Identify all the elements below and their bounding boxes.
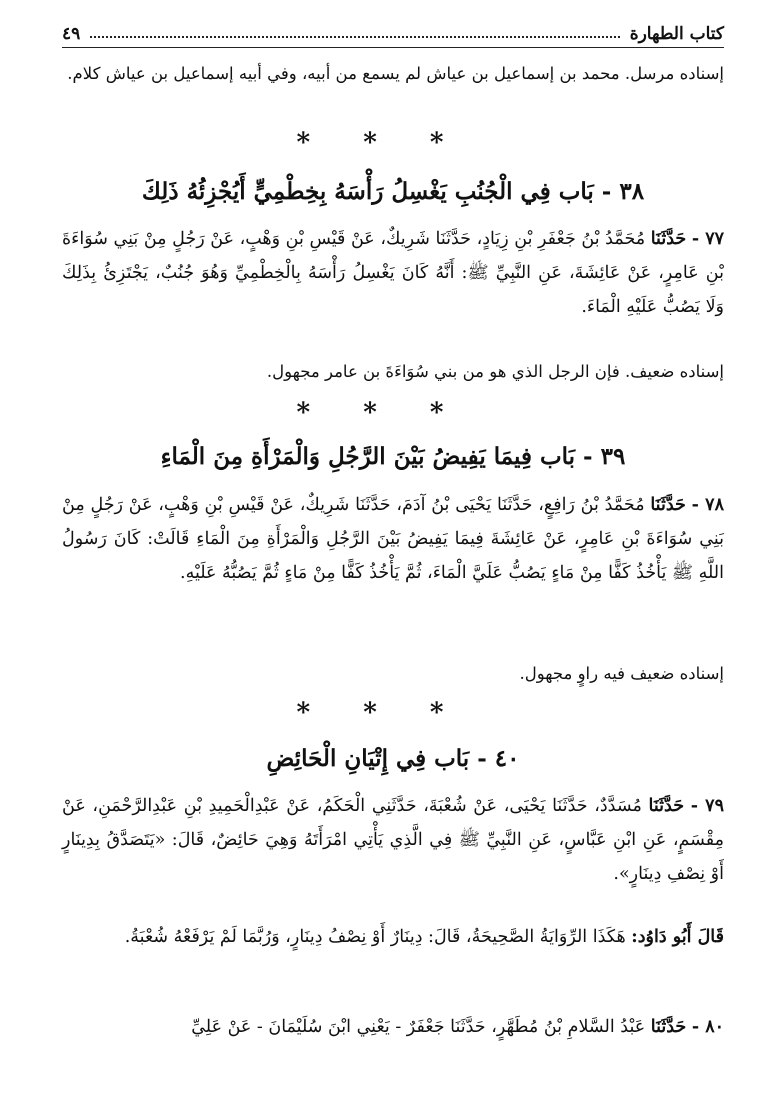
hadith-opening: حَدَّثَنَا — [650, 1017, 687, 1037]
hadith-79 — [62, 789, 724, 891]
hadith-number: ٧٨ - — [691, 495, 724, 515]
section-heading-38: ٣٨ - بَاب فِي الْجُنُبِ يَغْسِلُ رَأْسَهُ بِخِطْمِيٍّ أَيُجْزِئُهُ ذَلِكَ — [141, 178, 645, 205]
hadith-opening: حَدَّثَنَا — [650, 229, 687, 249]
hadith-number: ٧٩ - — [690, 796, 724, 816]
book-title: كتاب الطهارة — [629, 24, 724, 44]
page-number: ٤٩ — [62, 24, 81, 44]
hadith-80 — [62, 1010, 724, 1044]
intro-note: إسناده مرسل. محمد بن إسماعيل بن عياش لم يسمع من أبيه، وفي أبيه إسماعيل بن عياش كلام. — [67, 64, 724, 83]
abu-dawud-text: هَكَذَا الرِّوَايَةُ الصَّحِيحَةُ، قَالَ: دِينَارٌ أَوْ نِصْفُ دِينَارٍ، وَرُبَّمَا لَمْ يَرْفَعْهُ شُعْبَةُ. — [124, 927, 626, 947]
header-dot-leader — [90, 36, 619, 38]
hadith-number: ٨٠ - — [691, 1017, 724, 1037]
hadith-78 — [62, 488, 724, 590]
hadith-number: ٧٧ - — [691, 229, 724, 249]
hadith-opening: حَدَّثَنَا — [648, 796, 685, 816]
section-heading-40: ٤٠ - بَاب فِي إِتْيَانِ الْحَائِضِ — [266, 745, 520, 772]
header-rule — [62, 47, 724, 48]
hadith-78-grading: إسناده ضعيف فيه راوٍ مجهول. — [519, 664, 724, 683]
section-separator: * * * — [296, 398, 466, 428]
hadith-text: مُحَمَّدُ بْنُ جَعْفَرِ بْنِ زِيَادٍ، حَدَّثَنَا شَرِيكٌ، عَنْ قَيْسِ بْنِ وَهْبٍ، عَنْ رَجُلٍ مِنْ بَنِي سُوَاءَةَ بْنِ عَامِرٍ، عَنْ عَائِشَةَ، عَنِ النَّبِيِّ ﷺ: أَنَّهُ كَانَ يَغْسِلُ رَأْسَهُ بِالْخِطْمِيِّ وَهُوَ جُنُبٌ، يَجْتَزِئُ بِذَلِكَ وَلَا يَصُبُّ عَلَيْهِ الْمَاءَ. — [62, 229, 724, 317]
abu-dawud-label: قَالَ أَبُو دَاوُد: — [631, 927, 724, 947]
hadith-text: مُسَدَّدٌ، حَدَّثَنَا يَحْيَى، عَنْ شُعْبَةَ، حَدَّثَنِي الْحَكَمُ، عَنْ عَبْدِالْحَمِيدِ بْنِ عَبْدِالرَّحْمَنِ، عَنْ مِقْسَمٍ، عَنِ ابْنِ عَبَّاسٍ، عَنِ النَّبِيِّ ﷺ فِي الَّذِي يَأْتِي امْرَأَتَهُ وَهِيَ حَائِضٌ، قَالَ: «يَتَصَدَّقُ بِدِينَارٍ أَوْ نِصْفِ دِينَارٍ». — [62, 796, 724, 884]
running-header — [62, 14, 724, 44]
hadith-opening: حَدَّثَنَا — [650, 495, 686, 515]
section-heading-39: ٣٩ - بَاب فِيمَا يَفِيضُ بَيْنَ الرَّجُلِ وَالْمَرْأَةِ مِنَ الْمَاءِ — [160, 443, 626, 470]
hadith-77 — [62, 222, 724, 324]
section-separator: * * * — [296, 128, 466, 158]
hadith-text: مُحَمَّدُ بْنُ رَافِعٍ، حَدَّثَنَا يَحْيَى بْنُ آدَمَ، حَدَّثَنَا شَرِيكٌ، عَنْ قَيْسِ بْنِ وَهْبٍ، عَنْ رَجُلٍ مِنْ بَنِي سُوَاءَةَ بْنِ عَامِرٍ، عَنْ عَائِشَةَ فِيمَا يَفِيضُ بَيْنَ الرَّجُلِ وَالْمَرْأَةِ مِنَ الْمَاءِ قَالَتْ: كَانَ رَسُولُ اللَّهِ ﷺ يَأْخُذُ كَفًّا مِنْ مَاءٍ يَصُبُّ عَلَيَّ الْمَاءَ، ثُمَّ يَأْخُذُ كَفًّا مِنْ مَاءٍ ثُمَّ يَصُبُّهُ عَلَيْهِ. — [62, 495, 724, 583]
hadith-77-grading: إسناده ضعيف. فإن الرجل الذي هو من بني سُوَاءَةَ بن عامر مجهول. — [266, 362, 724, 381]
section-separator: * * * — [296, 698, 466, 728]
abu-dawud-comment — [62, 920, 724, 954]
hadith-text: عَبْدُ السَّلامِ بْنُ مُطَهَّرٍ، حَدَّثَنَا جَعْفَرٌ - يَعْنِي ابْنَ سُلَيْمَانَ - عَنْ عَلِيِّ — [191, 1017, 646, 1037]
